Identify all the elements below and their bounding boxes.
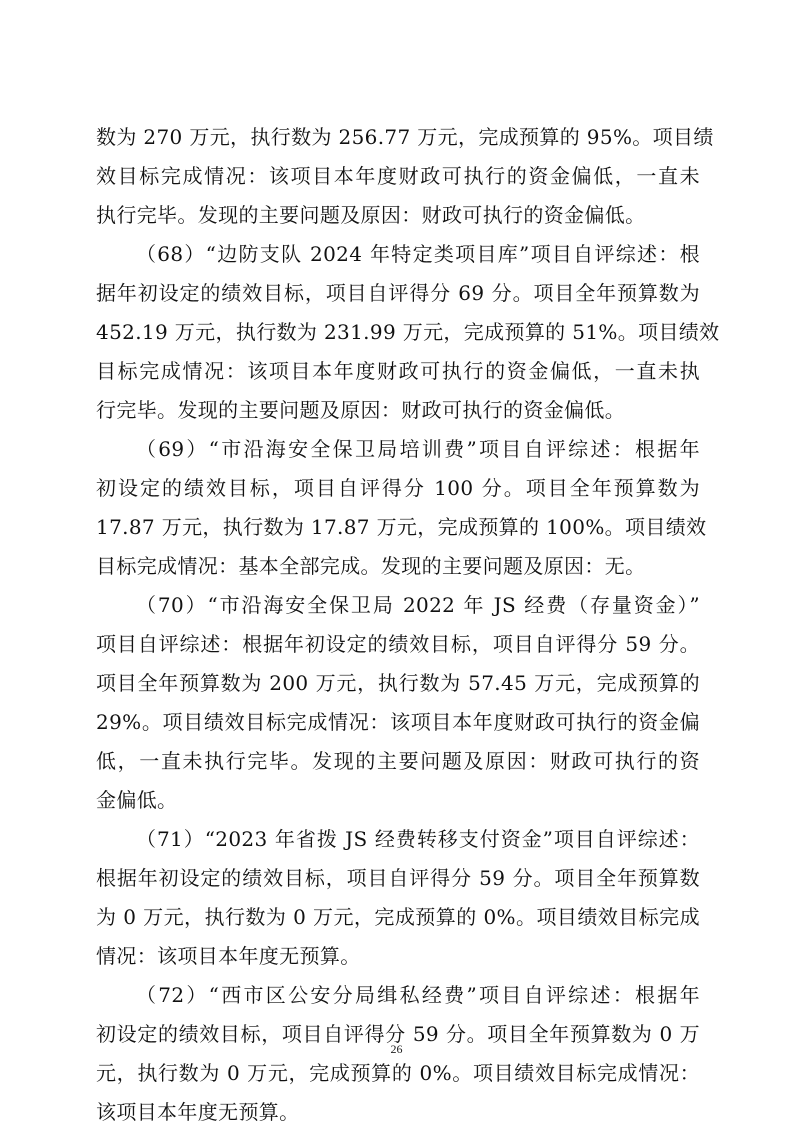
text-line: 情况：该项目本年度无预算。 — [96, 944, 361, 968]
text-line: 初设定的绩效目标，项目自评得分 59 分。项目全年预算数为 0 万 — [96, 1022, 700, 1046]
text-line: 低，一直未执行完毕。发现的主要问题及原因：财政可执行的资 — [96, 749, 700, 773]
text-line: 据年初设定的绩效目标，项目自评得分 69 分。项目全年预算数为 — [96, 281, 700, 305]
paragraph-72-start: （72）“西市区公安分局缉私经费”项目自评综述：根据年 — [136, 983, 700, 1007]
text-line: 452.19 万元，执行数为 231.99 万元，完成预算的 51%。项目绩效 — [96, 320, 720, 344]
text-line: 根据年初设定的绩效目标，项目自评得分 59 分。项目全年预算数 — [96, 866, 700, 890]
text-line: 为 0 万元，执行数为 0 万元，完成预算的 0%。项目绩效目标完成 — [96, 905, 700, 929]
text-line: 17.87 万元，执行数为 17.87 万元，完成预算的 100%。项目绩效 — [96, 515, 707, 539]
text-line: 29%。项目绩效目标完成情况：该项目本年度财政可执行的资金偏 — [96, 710, 700, 734]
text-line: 目标完成情况：基本全部完成。发现的主要问题及原因：无。 — [96, 554, 646, 578]
text-line: 行完毕。发现的主要问题及原因：财政可执行的资金偏低。 — [96, 398, 626, 422]
text-line: 元，执行数为 0 万元，完成预算的 0%。项目绩效目标完成情况： — [96, 1061, 700, 1085]
text-line: 初设定的绩效目标，项目自评得分 100 分。项目全年预算数为 — [96, 476, 700, 500]
paragraph-71-start: （71）“2023 年省拨 JS 经费转移支付资金”项目自评综述： — [136, 827, 700, 851]
text-line: 效目标完成情况：该项目本年度财政可执行的资金偏低，一直未 — [96, 164, 700, 188]
text-line: 项目自评综述：根据年初设定的绩效目标，项目自评得分 59 分。 — [96, 632, 700, 656]
paragraph-70-start: （70）“市沿海安全保卫局 2022 年 JS 经费（存量资金）” — [136, 593, 700, 617]
paragraph-69-start: （69）“市沿海安全保卫局培训费”项目自评综述：根据年 — [136, 437, 700, 461]
text-line: 数为 270 万元，执行数为 256.77 万元，完成预算的 95%。项目绩 — [96, 125, 714, 149]
page-number: 26 — [390, 1042, 403, 1056]
text-line: 目标完成情况：该项目本年度财政可执行的资金偏低，一直未执 — [96, 359, 700, 383]
document-body — [96, 118, 720, 1132]
text-line: 项目全年预算数为 200 万元，执行数为 57.45 万元，完成预算的 — [96, 671, 700, 695]
text-line: 金偏低。 — [96, 788, 178, 812]
paragraph-68-start: （68）“边防支队 2024 年特定类项目库”项目自评综述：根 — [136, 242, 700, 266]
text-line: 该项目本年度无预算。 — [96, 1100, 300, 1124]
text-line: 执行完毕。发现的主要问题及原因：财政可执行的资金偏低。 — [96, 203, 646, 227]
